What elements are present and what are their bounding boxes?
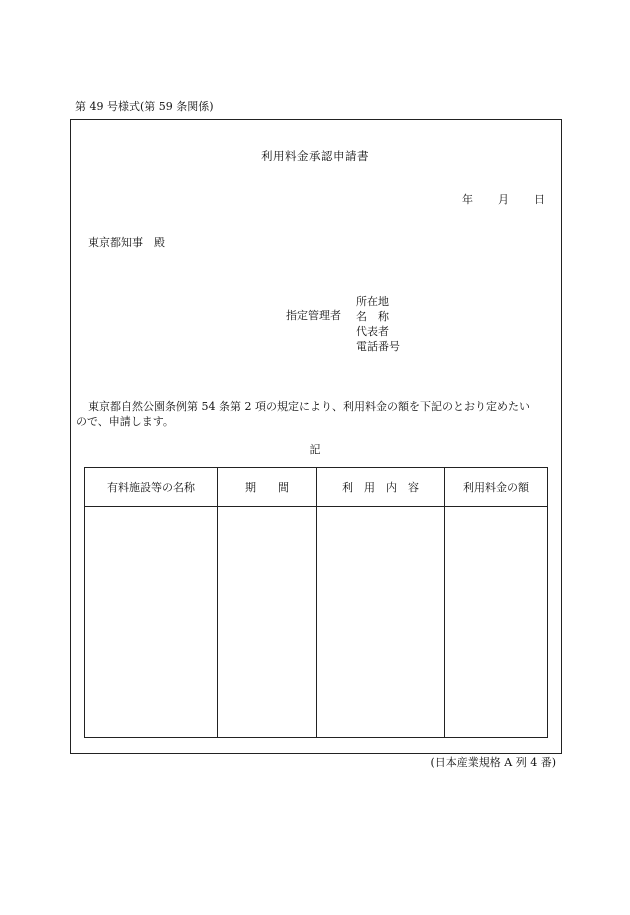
table-cell-period[interactable]: [218, 507, 316, 737]
body-line-1: 東京都自然公園条例第 54 条第 2 項の規定により、利用料金の額を下記のとおり定めたい: [88, 400, 530, 413]
form-number-label: 第 49 号様式(第 59 条関係): [75, 100, 214, 113]
applicant-field-address: 所在地: [356, 295, 389, 308]
applicant-label: 指定管理者: [286, 309, 341, 322]
addressee: 東京都知事 殿: [88, 236, 165, 249]
table-header-period: 期 間: [245, 481, 289, 494]
table-header-facility-name: 有料施設等の名称: [107, 481, 195, 494]
date-month-label: 月: [498, 193, 509, 206]
ki-label: 記: [309, 443, 321, 456]
fee-table: [84, 467, 548, 738]
table-cell-usage[interactable]: [317, 507, 444, 737]
form-title: 利用料金承認申請書: [261, 149, 369, 163]
table-cell-facility-name[interactable]: [85, 507, 217, 737]
table-header-usage: 利 用 内 容: [342, 481, 419, 494]
applicant-fields: [356, 294, 400, 354]
date-year-label: 年: [462, 193, 473, 206]
table-cell-fee-amount[interactable]: [445, 507, 547, 737]
paper-size-note: (日本産業規格 A 列 4 番): [430, 756, 556, 769]
applicant-field-name: 名 称: [356, 310, 389, 323]
applicant-field-phone: 電話番号: [356, 340, 400, 353]
body-paragraph: [76, 399, 556, 429]
body-line-2: ので、申請します。: [76, 415, 174, 428]
table-header-fee-amount: 利用料金の額: [463, 481, 529, 494]
applicant-field-representative: 代表者: [356, 325, 389, 338]
date-day-label: 日: [534, 193, 545, 206]
